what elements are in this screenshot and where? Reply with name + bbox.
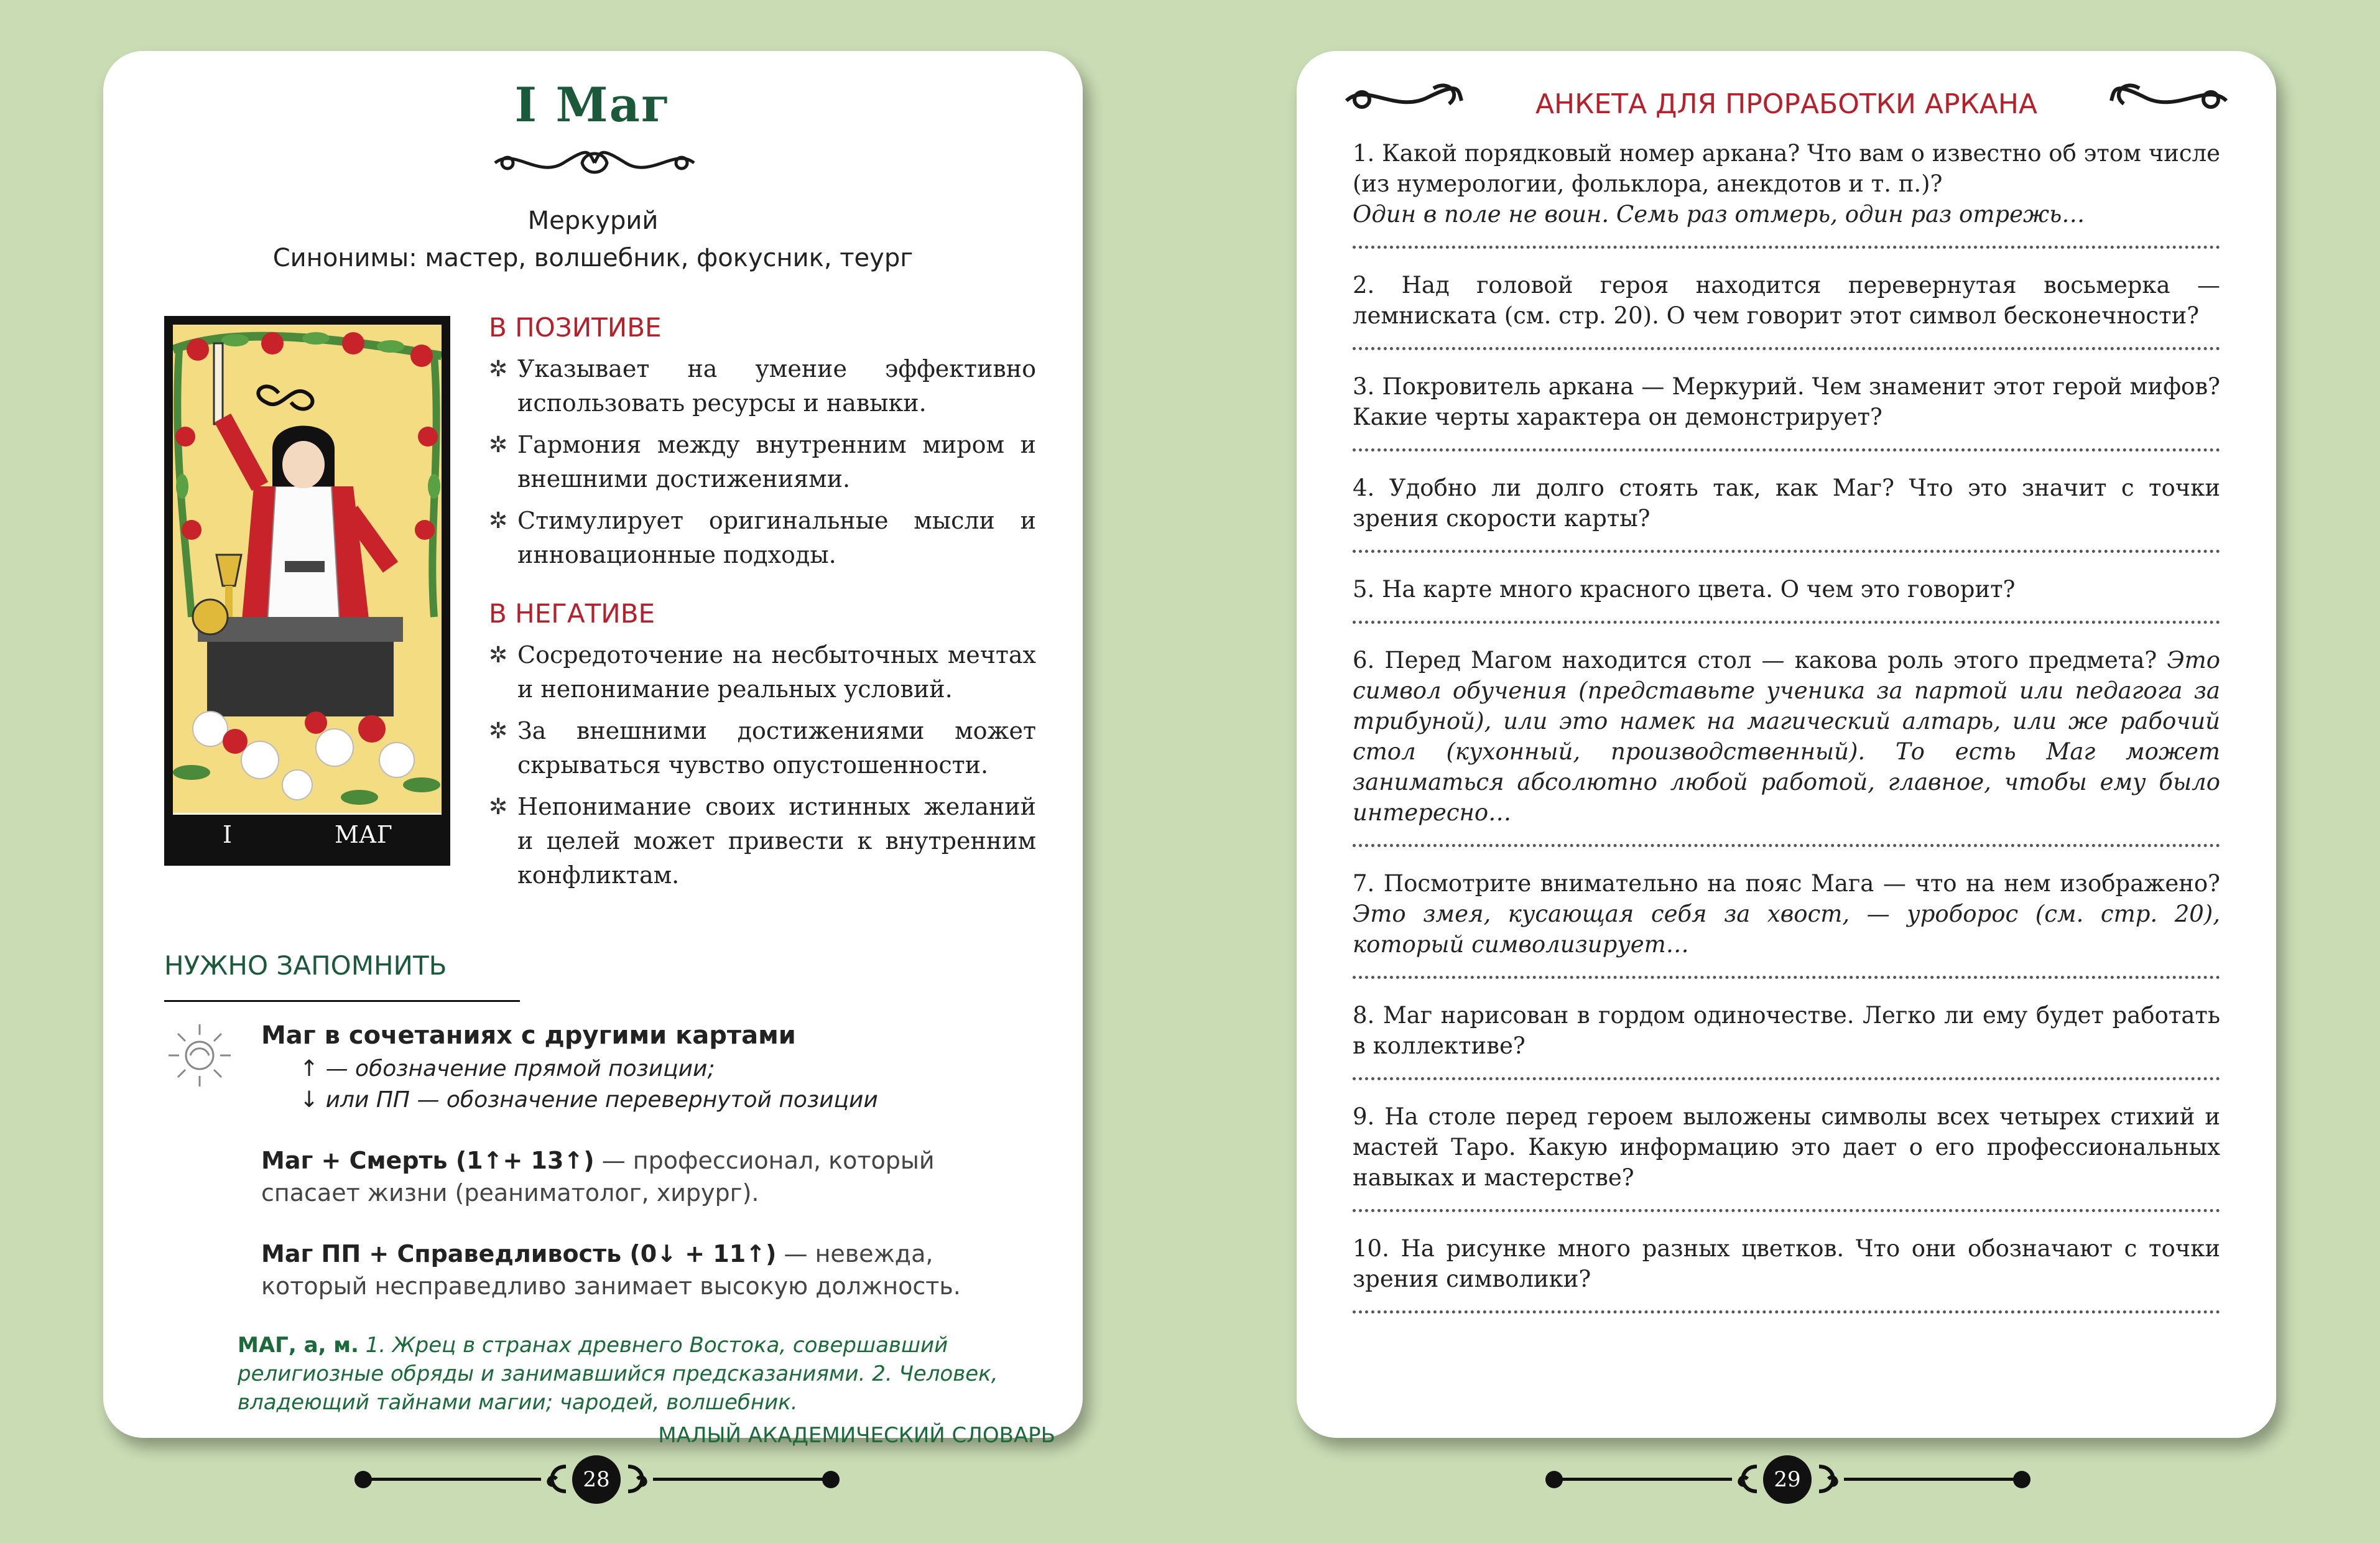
footer-line bbox=[653, 1478, 827, 1481]
negative-heading: В НЕГАТИВЕ bbox=[489, 598, 655, 629]
asterisk-icon: ✲ bbox=[489, 508, 508, 534]
question-2: 2. Над головой героя находится перевернутая восьмерка — лемниската (см. стр. 20). О чем говорит этот символ бесконечности? bbox=[1353, 270, 2220, 350]
combinations-block bbox=[261, 1021, 1032, 1302]
dictionary-entry bbox=[238, 1331, 1065, 1417]
left-footer bbox=[348, 1455, 846, 1505]
question-5: 5. На карте много красного цвета. О чем это говорит? bbox=[1353, 574, 2220, 624]
card-number: I bbox=[223, 821, 233, 848]
negative-item: ✲ Сосредоточение на несбыточных мечтах и непонимание реальных условий. bbox=[489, 638, 1036, 707]
asterisk-icon: ✲ bbox=[489, 356, 508, 382]
answer-line[interactable] bbox=[1353, 830, 2220, 847]
question-6: 6. Перед Магом находится стол — какова роль этого предмета? Это символ обучения (представьте ученика за партой или педагога за трибуной), или это намек на магический алтарь, или же рабочий стол (кухонный, производственный). То есть Маг может заниматься абсолютно любой работой, главное, чтобы ему было интересно… bbox=[1353, 645, 2220, 847]
footer-scroll-icon bbox=[1726, 1460, 1763, 1499]
left-page bbox=[103, 51, 1083, 1448]
magician-illustration bbox=[173, 325, 442, 815]
positive-heading: В ПОЗИТИВЕ bbox=[489, 312, 662, 343]
positive-item: ✲ Указывает на умение эффективно использовать ресурсы и навыки. bbox=[489, 352, 1036, 420]
footer-line bbox=[367, 1478, 541, 1481]
dictionary-source: МАЛЫЙ АКАДЕМИЧЕСКИЙ СЛОВАРЬ bbox=[658, 1423, 1055, 1448]
right-page bbox=[1297, 51, 2276, 1438]
question-7: 7. Посмотрите внимательно на пояс Мага — что на нем изображено? Это змея, кусающая себя за хвост, — уроборос (см. стр. 20), который символизирует… bbox=[1353, 868, 2220, 979]
combination-1: Маг + Смерть (1↑+ 13↑) — профессионал, который спасает жизни (реаниматолог, хирург). bbox=[261, 1147, 935, 1207]
page-number-right: 29 bbox=[1763, 1455, 1812, 1504]
question-9: 9. На столе перед героем выложены символы всех четырех стихий и мастей Таро. Какую информацию это дает о его профессиональных навыках и мастерстве? bbox=[1353, 1101, 2220, 1212]
answer-line[interactable] bbox=[1353, 1297, 2220, 1314]
footer-scroll-icon bbox=[535, 1460, 572, 1499]
planet-label: Меркурий bbox=[527, 206, 659, 235]
positive-item: ✲ Стимулирует оригинальные мысли и инновационные подходы. bbox=[489, 504, 1036, 572]
tarot-card-image bbox=[164, 316, 450, 866]
negative-item: ✲ За внешними достижениями может скрываться чувство опустошенности. bbox=[489, 714, 1036, 782]
question-4: 4. Удобно ли долго стоять так, как Маг? Что это значит с точки зрения скорости карты? bbox=[1353, 473, 2220, 553]
question-8: 8. Маг нарисован в гордом одиночестве. Легко ли ему будет работать в коллективе? bbox=[1353, 1000, 2220, 1080]
card-name: МАГ bbox=[335, 821, 392, 848]
positive-item: ✲ Гармония между внутренним миром и внешними достижениями. bbox=[489, 428, 1036, 496]
note-upright: ↑ — обозначение прямой позиции; bbox=[300, 1056, 715, 1082]
answer-line[interactable] bbox=[1353, 333, 2220, 350]
answer-line[interactable] bbox=[1353, 232, 2220, 249]
combinations-title: Маг в сочетаниях с другими картами bbox=[261, 1021, 796, 1050]
dictionary-definition: 1. Жрец в странах древнего Востока, совершавший религиозные обряды и занимавшийся предсказаниями. 2. Человек, владеющий тайнами магии; чародей, волшебник. bbox=[238, 1333, 998, 1415]
answer-line[interactable] bbox=[1353, 435, 2220, 452]
arcana-title: I Маг bbox=[514, 77, 672, 132]
page-number-left: 28 bbox=[572, 1455, 621, 1504]
answer-line[interactable] bbox=[1353, 536, 2220, 553]
divider bbox=[164, 1000, 520, 1002]
right-footer bbox=[1539, 1455, 2037, 1505]
footer-dot bbox=[2013, 1471, 2030, 1488]
remember-heading: НУЖНО ЗАПОМНИТЬ bbox=[164, 950, 447, 981]
question-1: 1. Какой порядковый номер аркана? Что вам о известно об этом числе (из нумерологии, фольклора, анекдотов и т. п.)? Один в поле не воин. Семь раз отмерь, один раз отрежь… bbox=[1353, 138, 2220, 249]
sun-icon bbox=[165, 1021, 234, 1090]
footer-dot bbox=[822, 1471, 840, 1488]
synonyms: Синонимы: мастер, волшебник, фокусник, теург bbox=[272, 244, 914, 272]
asterisk-icon: ✲ bbox=[489, 432, 508, 458]
note-reversed: ↓ или ПП — обозначение перевернутой позиции bbox=[300, 1087, 878, 1113]
footer-line bbox=[1558, 1478, 1732, 1481]
asterisk-icon: ✲ bbox=[489, 794, 508, 820]
card-label bbox=[173, 813, 442, 857]
negative-item: ✲ Непонимание своих истинных желаний и целей может привести к внутренним конфликтам. bbox=[489, 790, 1036, 892]
survey-heading: АНКЕТА ДЛЯ ПРОРАБОТКИ АРКАНА bbox=[1535, 88, 2038, 120]
answer-line[interactable] bbox=[1353, 1063, 2220, 1080]
answer-line[interactable] bbox=[1353, 1195, 2220, 1212]
question-10: 10. На рисунке много разных цветков. Что они обозначают с точки зрения символики? bbox=[1353, 1233, 2220, 1314]
positive-list bbox=[489, 352, 1036, 580]
answer-line[interactable] bbox=[1353, 962, 2220, 979]
dictionary-term: МАГ, а, м. bbox=[238, 1333, 359, 1358]
question-3: 3. Покровитель аркана — Меркурий. Чем знаменит этот герой мифов? Какие черты характера он демонстрирует? bbox=[1353, 371, 2220, 452]
combination-2: Маг ПП + Справедливость (0↓ + 11↑) — невежда, который несправедливо занимает высокую должность. bbox=[261, 1240, 961, 1300]
asterisk-icon: ✲ bbox=[489, 642, 508, 668]
flourish-ornament-icon bbox=[489, 144, 700, 182]
asterisk-icon: ✲ bbox=[489, 718, 508, 744]
footer-line bbox=[1844, 1478, 2018, 1481]
answer-line[interactable] bbox=[1353, 607, 2220, 624]
question-list bbox=[1353, 138, 2220, 1335]
negative-list bbox=[489, 638, 1036, 900]
